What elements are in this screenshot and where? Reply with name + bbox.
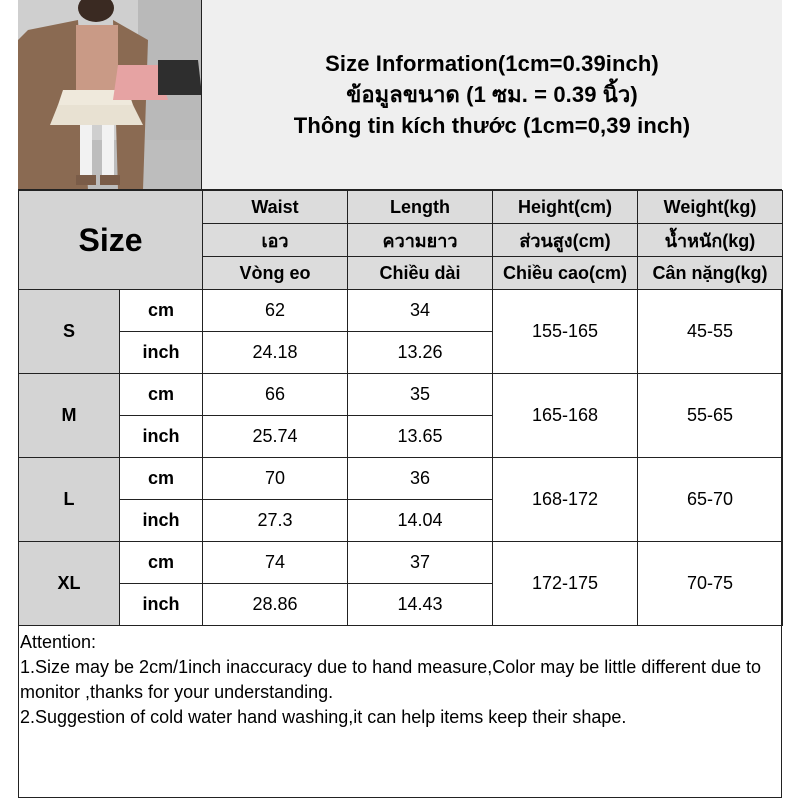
waist-cm: 70 — [203, 458, 348, 500]
col-length-vi: Chiều dài — [348, 257, 493, 290]
attention-heading: Attention: — [20, 632, 97, 652]
waist-cm: 62 — [203, 290, 348, 332]
length-cm: 36 — [348, 458, 493, 500]
waist-inch: 24.18 — [203, 332, 348, 374]
size-label-m: M — [19, 374, 120, 458]
size-label-l: L — [19, 458, 120, 542]
unit-cm: cm — [120, 374, 203, 416]
waist-inch: 28.86 — [203, 584, 348, 626]
length-cm: 37 — [348, 542, 493, 584]
height-range: 155-165 — [493, 290, 638, 374]
waist-cm: 74 — [203, 542, 348, 584]
col-height-vi: Chiều cao(cm) — [493, 257, 638, 290]
height-range: 172-175 — [493, 542, 638, 626]
col-waist-th: เอว — [203, 224, 348, 257]
weight-range: 45-55 — [638, 290, 783, 374]
attention-notes — [20, 630, 780, 730]
title-english: Size Information(1cm=0.39inch) — [325, 51, 659, 76]
col-weight-en: Weight(kg) — [638, 191, 783, 224]
product-photo-illustration — [18, 0, 202, 190]
unit-inch: inch — [120, 332, 203, 374]
weight-range: 55-65 — [638, 374, 783, 458]
col-waist-vi: Vòng eo — [203, 257, 348, 290]
unit-inch: inch — [120, 500, 203, 542]
size-information-title — [202, 0, 782, 190]
length-inch: 13.65 — [348, 416, 493, 458]
title-thai: ข้อมูลขนาด (1 ซม. = 0.39 นิ้ว) — [346, 82, 638, 107]
col-weight-th: น้ำหนัก(kg) — [638, 224, 783, 257]
length-inch: 14.04 — [348, 500, 493, 542]
size-label-s: S — [19, 290, 120, 374]
waist-cm: 66 — [203, 374, 348, 416]
length-inch: 13.26 — [348, 332, 493, 374]
note-washing: 2.Suggestion of cold water hand washing,it can help items keep their shape. — [20, 707, 627, 727]
weight-range: 65-70 — [638, 458, 783, 542]
size-header: Size — [19, 191, 203, 290]
note-measurement: 1.Size may be 2cm/1inch inaccuracy due to hand measure,Color may be little different due to monitor ,thanks for your understanding. — [20, 657, 767, 702]
weight-range: 70-75 — [638, 542, 783, 626]
col-waist-en: Waist — [203, 191, 348, 224]
col-height-en: Height(cm) — [493, 191, 638, 224]
unit-inch: inch — [120, 584, 203, 626]
title-vietnamese: Thông tin kích thước (1cm=0,39 inch) — [293, 113, 691, 138]
waist-inch: 25.74 — [203, 416, 348, 458]
size-label-xl: XL — [19, 542, 120, 626]
unit-inch: inch — [120, 416, 203, 458]
unit-cm: cm — [120, 458, 203, 500]
height-range: 168-172 — [493, 458, 638, 542]
product-photo — [18, 0, 202, 190]
unit-cm: cm — [120, 542, 203, 584]
size-table — [18, 190, 783, 626]
col-length-en: Length — [348, 191, 493, 224]
length-inch: 14.43 — [348, 584, 493, 626]
col-length-th: ความยาว — [348, 224, 493, 257]
length-cm: 35 — [348, 374, 493, 416]
unit-cm: cm — [120, 290, 203, 332]
height-range: 165-168 — [493, 374, 638, 458]
col-weight-vi: Cân nặng(kg) — [638, 257, 783, 290]
waist-inch: 27.3 — [203, 500, 348, 542]
length-cm: 34 — [348, 290, 493, 332]
col-height-th: ส่วนสูง(cm) — [493, 224, 638, 257]
